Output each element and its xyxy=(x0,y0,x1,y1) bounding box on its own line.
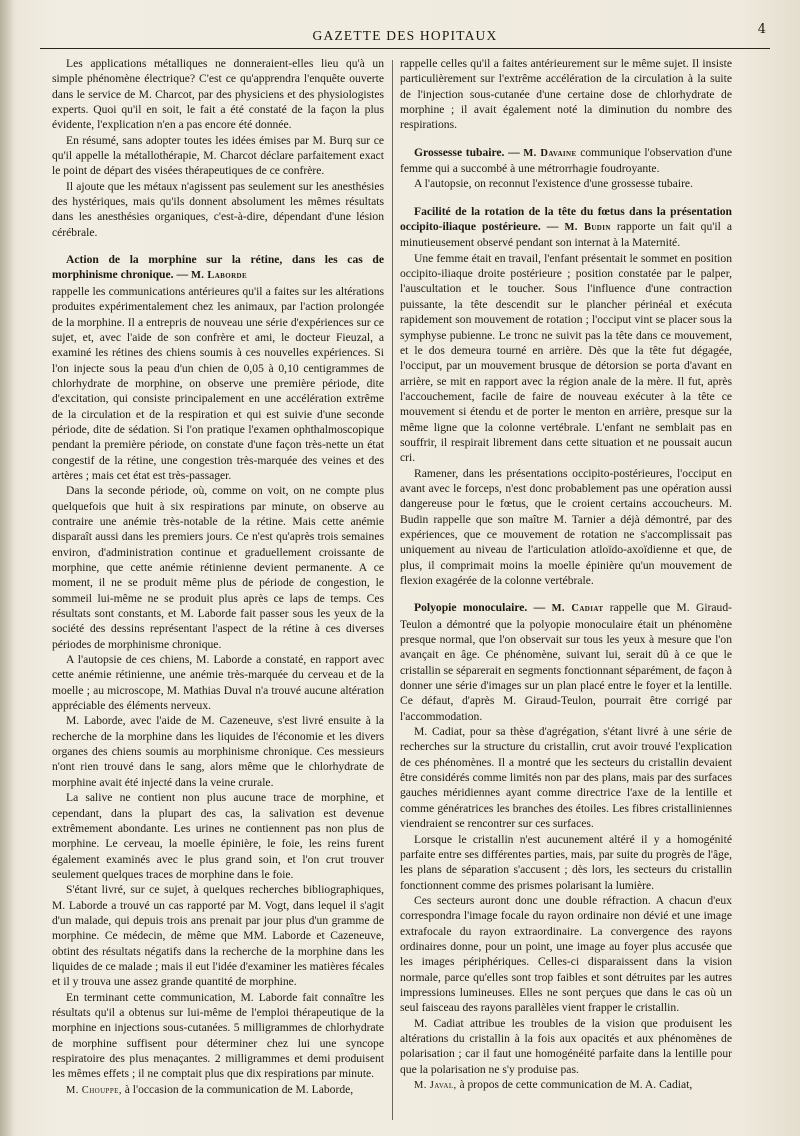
section-heading xyxy=(400,204,732,251)
paragraph-text: rapporte un fait qu'il a minutieusement observé pendant son internat à la Maternité. xyxy=(400,220,732,250)
binding-shadow xyxy=(0,0,14,1136)
section-title: Polyopie monoculaire. xyxy=(414,601,528,615)
section-title: Action de la morphine sur la rétine, dans les cas de morphinisme chronique. xyxy=(52,253,384,282)
page-header xyxy=(40,22,770,50)
paragraph: En terminant cette communication, M. Laborde fait connaître les résultats qu'il a obtenus sur lui-même de l'emploi thérapeutique de la morphine en injections sous-cutanées. 5 milligrammes de chlorhydrate de morphine suffisent pour déterminer chez lui une syncope respiratoire des plus menaçantes. 2 milligrammes et demi produisent les mêmes effets ; il ne comptait plus que dix respirations par minute. xyxy=(52,990,384,1081)
paragraph-text: rappelle que M. Giraud-Teulon a démontré que la polyopie monoculaire était un phénomène presque normal, que l'on observait sur tous les yeux à mesure que l'on avançait en âge. Ce phénomène, suivant lui, serait dû à ce que le cristallin se séparerait en segments fonctionnant séparément, de façon à donner une série d'images sur un plan placé entre le foyer et la lentille. Ce défaut, d'après M. Giraud-Teulon, pourrait être corrigé par l'accommodation. xyxy=(400,601,733,723)
paragraph: A l'autopsie de ces chiens, M. Laborde a constaté, en rapport avec cette anémie rétinienne, une anémie très-marquée du cerveau et de la moelle ; au microscope, M. Mathias Duval n'a trouvé aucune altération appréciable des éléments nerveux. xyxy=(52,653,384,713)
paragraph-text: à propos de cette communication de M. A. Cadiat, xyxy=(459,1078,693,1091)
dash: — xyxy=(546,220,565,234)
paragraph: Une femme était en travail, l'enfant présentait le sommet en position occipito-iliaque droite postérieure ; position constatée par le palper, l'auscultation et le toucher. Sous l'influence d'une contraction puissante, la tête descendit sur le plancher périnéal et exécuta rapidement son mouvement de rotation ; l'occiput vint se placer sous la symphyse pubienne. Le tronc ne suivit pas la tête dans ce mouvement, et le dos demeura tourné en arrière. Dès que la tête fut dégagée, l'occiput, par un mouvement brusque de détorsion se porta d'avant en arrière, se mit en rapport avec la région anale de la mère. Il fut, après l'accouchement, facile de faire de nouveau exécuter à la tête ce mouvement si étendu et de porter le menton en arrière, presque sur la même ligne que la colonne vertébrale. L'enfant ne semblait pas en souffrir, il respirait librement dans cette situation et ne poussait aucun cri. xyxy=(400,251,732,465)
paragraph: M. Laborde, avec l'aide de M. Cazeneuve, s'est livré ensuite à la recherche de la morphine dans les liquides de l'économie et les divers organes des chiens soumis au morphinisme chronique. Ces messieurs n'ont rien trouvé dans le sang, alors même que le chlorhydrate de morphine avait été injecté dans la veine crurale. xyxy=(52,714,384,789)
paragraph-text: communique l'observation d'une femme qui a succombé à une métrorrhagie foudroyante. xyxy=(400,145,733,176)
speaker-name: M. Javal, xyxy=(414,1080,457,1091)
left-column xyxy=(52,56,384,1098)
dash: — xyxy=(508,145,524,159)
header-rule xyxy=(40,48,770,49)
paragraph: rappelle celles qu'il a faites antérieurement sur le même sujet. Il insiste particulièrement sur l'extrême accélération de la circulation à la suite de l'injection sous-cutanée d'une certaine dose de chlorhydrate de morphine ; il avait également noté la diminution du nombre des respirations. xyxy=(400,57,732,132)
paragraph: rappelle les communications antérieures qu'il a faites sur les altérations produites expérimentalement chez les animaux, par l'action prolongée de la morphine. Il a entrepris de nouveau une série d'expériences sur ce sujet, et, avec l'aide de son confrère et ami, le docteur Fieuzal, a examiné les rétines des chiens soumis à ces nouvelles expériences. Si l'on injecte sous la peau d'un chien de 0,05 à 0,10 centigrammes de chlorhydrate de morphine, on observe une première période, dite d'excitation, qui consiste principalement en une accélération extrême de la circulation et de la respiration et qui est suivie d'une seconde période, dite de sédation. Si l'on pratique l'examen ophthalmoscopique pendant la première période, on constate d'une façon très-nette un état congestif de la rétine, une congestion très-marquée des veines et des artères ; mais cet état est très-passager. xyxy=(52,284,384,482)
dash: — xyxy=(533,601,552,615)
section-author: M. Laborde xyxy=(190,270,248,282)
paragraph: Ces secteurs auront donc une double réfraction. A chacun d'eux correspondra l'image focale du rayon ordinaire non dévié et une image extrafocale du rayon extraordinaire. La convergence des rayons ordinaires donne, pour un point, une image au foyer plus accusée que les images périphériques. Celles-ci disparaissent dans la vision normale, parce qu'elles sont trop faibles et sont détruites par les autres impressions lumineuses. Elles ne sont perçues que dans le cas où un seul faisceau des rayons parallèles vient frapper le cristallin. xyxy=(400,893,732,1015)
page-number: 4 xyxy=(757,22,766,37)
dash: — xyxy=(176,268,191,282)
paragraph xyxy=(400,1077,732,1093)
paragraph: A l'autopsie, on reconnut l'existence d'une grossesse tubaire. xyxy=(414,177,693,191)
speaker-name: M. Chouppe, xyxy=(66,1084,122,1096)
section-author: M. Cadiat xyxy=(551,603,604,615)
section-title: Grossesse tubaire. xyxy=(414,145,505,159)
column-divider xyxy=(392,60,393,1120)
section-heading xyxy=(52,252,384,284)
paragraph xyxy=(52,1082,384,1098)
journal-title: GAZETTE DES HOPITAUX xyxy=(312,28,498,43)
paragraph: M. Cadiat, pour sa thèse d'agrégation, s'étant livré à une série de recherches sur la structure du cristallin, crut avoir trouvé l'explication de ces phénomènes. Il a montré que les secteurs du cristallin devaient être considérés comme limités non par des plans, mais par des surfaces gauches méridiennes ayant comme directrice l'axe de la lentille et comme génératrices les branches des étoiles. Les fibres cristalliniennes viendraient se rencontrer sur ces surfaces. xyxy=(400,725,732,831)
paragraph: Les applications métalliques ne donneraient-elles lieu qu'à un simple phénomène électrique? C'est ce qu'apprendra l'enquête ouverte dans le service de M. Charcot, par des physiciens et des physiologistes experts. Quoi qu'il en soit, le fait a été constaté de la façon la plus évidente, l'explication n'en a pas encore été donnée. xyxy=(52,57,384,132)
paragraph: S'étant livré, sur ce sujet, à quelques recherches bibliographiques, M. Laborde a trouvé un cas rapporté par M. Vogt, dans lequel il s'agit d'un malade, qui depuis trois ans prenait par jour plus d'un gramme de morphine. Ce médecin, de même que MM. Laborde et Cazeneuve, obtint des résultats négatifs dans la recherche de la morphine dans les liquides de ce malade ; mais il eut l'idée d'examiner les matières fécales et il y trouva une assez grande quantité de morphine. xyxy=(52,883,384,989)
paragraph: La salive ne contient non plus aucune trace de morphine, et cependant, dans la plupart des cas, la salivation est devenue extrêmement abondante. Les urines ne contiennent pas non plus de morphine. Le cerveau, la moelle épinière, le foie, les reins furent également examinés avec le plus grand soin, et l'on crut trouver seulement quelques traces de morphine dans le foie. xyxy=(52,791,384,881)
section-heading xyxy=(400,145,732,177)
paragraph: Dans la seconde période, où, comme on voit, on ne compte plus quelquefois que huit à six respirations par minute, on observe au contraire une anémie très-notable de la rétine. Mais cette anémie disparaît aussi dans les premiers jours. Ce n'est qu'après trois semaines environ, d'administration continue et graduellement croissante de morphine, que cette anémie rétinienne devient permanente. A ce moment, il ne se produit même plus de période de congestion, le sommeil lui-même ne se produit plus après ce laps de temps. Ces résultats sont constants, et M. Laborde fait passer sous les yeux de la société des dessins représentant l'aspect de la rétine à ces diverses périodes de morphinisme chronique. xyxy=(52,484,384,651)
section-title: Facilité de la rotation de la tête du fœtus dans la présentation occipito-iliaque postérieure. xyxy=(400,204,732,234)
paragraph: Il ajoute que les métaux n'agissent pas seulement sur les anesthésies des hystériques, mais qu'ils donnent absolument les mêmes résultats dans les anesthésies organiques, c'est-à-dire, dépendant d'une lésion cérébrale. xyxy=(52,179,384,239)
paragraph: M. Cadiat attribue les troubles de la vision que produisent les altérations du cristallin à la fois aux opacités et aux phénomènes de polarisation ; car il faut une homogénéité parfaite dans la lentille pour que la polarisation ne s'y produise pas. xyxy=(400,1016,732,1076)
right-column xyxy=(400,56,732,1093)
section-author: M. Davaine xyxy=(523,147,577,159)
paragraph: Lorsque le cristallin n'est aucunement altéré il y a homogénité parfaite entre ses différentes parties, mais, par suite du progrès de l'âge, les plans de séparation s'accusent ; dès lors, les secteurs du cristallin fonctionnent comme des prismes polarisant la lumière. xyxy=(400,832,732,892)
section-heading xyxy=(400,600,732,724)
section-author: M. Budin xyxy=(564,222,611,234)
paragraph: Ramener, dans les présentations occipito-postérieures, l'occiput en avant avec le forceps, n'est donc probablement pas une opération aussi dangereuse pour le fœtus, que le croient certains accoucheurs. M. Budin rappelle que son maître M. Tarnier a déjà démontré, par des expériences, que ce mouvement de rotation ne s'accomplissait pas uniquement au niveau de l'articulation atloïdo-axoïdienne et que, de plus, il comprimait moins la moelle épinière qu'un mouvement de flexion exagérée de la colonne vertébrale. xyxy=(400,466,732,587)
paragraph: En résumé, sans adopter toutes les idées émises par M. Burq sur ce qu'il appelle la métallothérapie, M. Charcot déclare parfaitement exact le point de départ des visées thérapeutiques de ce confrère. xyxy=(52,133,384,178)
paragraph-text: à l'occasion de la communication de M. Laborde, xyxy=(124,1082,354,1096)
